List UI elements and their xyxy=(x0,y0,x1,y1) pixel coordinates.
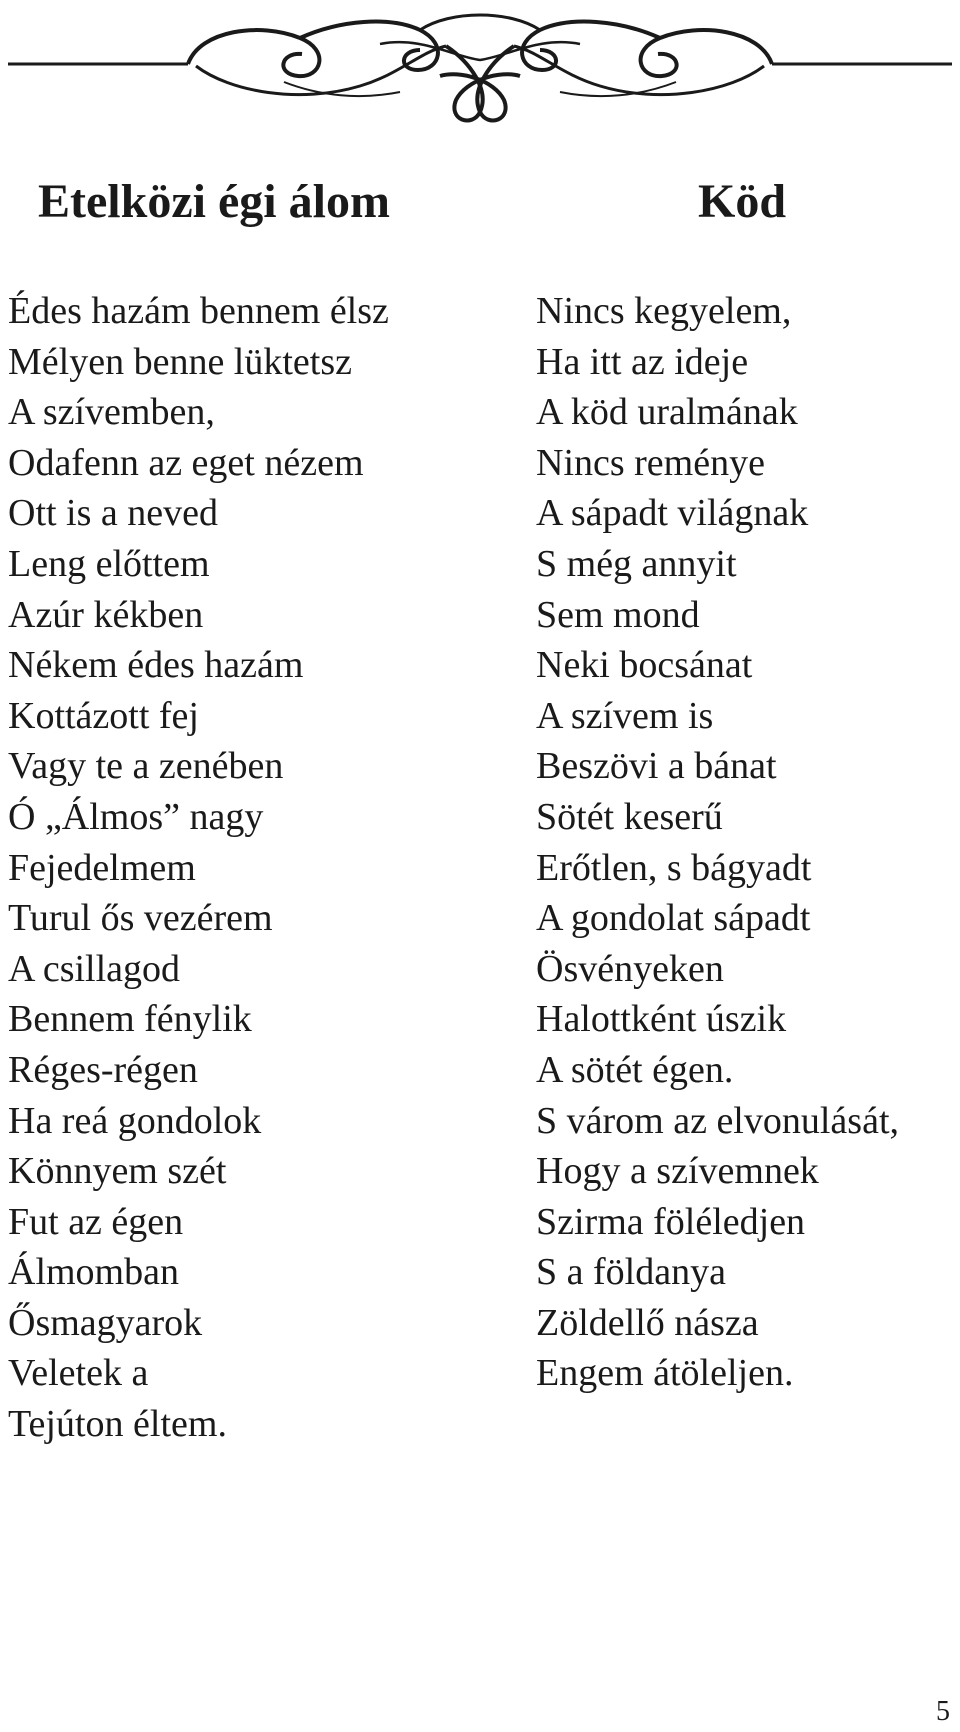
poem-line: A sápadt világnak xyxy=(536,492,809,535)
poem-line: Bennem fénylik xyxy=(8,998,252,1041)
poem-line: Fut az égen xyxy=(8,1200,184,1243)
poem-left-column xyxy=(8,170,478,1450)
poem-title: Etelközi égi álom xyxy=(38,175,390,228)
poem-line: Neki bocsánat xyxy=(536,644,753,687)
poem-line: Nékem édes hazám xyxy=(8,644,304,687)
poem-line: Nincs reménye xyxy=(536,441,765,484)
poem-line: A csillagod xyxy=(8,947,181,990)
poem-line: Ott is a neved xyxy=(8,492,219,535)
poem-line: Erőtlen, s bágyadt xyxy=(536,846,812,889)
poem-line: Ősmagyarok xyxy=(8,1301,203,1344)
poem-line: A szívem is xyxy=(536,694,714,737)
poem-line: Ha reá gondolok xyxy=(8,1099,262,1142)
poem-line: Zöldellő násza xyxy=(536,1301,759,1344)
poem-line: Engem átöleljen. xyxy=(536,1352,794,1395)
poem-line: Sem mond xyxy=(536,593,700,636)
decorative-flourish-ornament xyxy=(0,0,960,130)
poem-title: Köd xyxy=(698,175,787,228)
poem-line: Ha itt az ideje xyxy=(536,340,749,383)
poem-line: Tejúton éltem. xyxy=(8,1403,227,1446)
poem-line: Ó „Álmos” nagy xyxy=(8,795,264,838)
poem-lines xyxy=(536,286,960,1399)
poem-line: Nincs kegyelem, xyxy=(536,290,792,332)
poem-line: Odafenn az eget nézem xyxy=(8,441,364,484)
poem-line: A köd uralmának xyxy=(536,391,798,434)
poem-line: S a földanya xyxy=(536,1251,726,1294)
poem-line: A sötét égen. xyxy=(536,1048,734,1091)
page-number: 5 xyxy=(936,1696,950,1727)
poem-line: Szirma föléledjen xyxy=(536,1200,806,1243)
poem-line: Vagy te a zenében xyxy=(8,745,284,788)
poem-line: Ösvényeken xyxy=(536,947,724,990)
poem-line: Halottként úszik xyxy=(536,998,787,1041)
poem-line: A szívemben, xyxy=(8,391,215,434)
poem-line: S még annyit xyxy=(536,542,737,585)
poem-line: Sötét keserű xyxy=(536,795,723,838)
poem-line: Könnyem szét xyxy=(8,1150,227,1193)
poem-line: Veletek a xyxy=(8,1352,149,1395)
poem-line: A gondolat sápadt xyxy=(536,897,811,940)
poem-line: Turul ős vezérem xyxy=(8,897,273,940)
poem-line: Leng előttem xyxy=(8,542,210,585)
poem-line: Azúr kékben xyxy=(8,593,204,636)
poem-line: Fejedelmem xyxy=(8,846,196,889)
poem-line: Kottázott fej xyxy=(8,694,199,737)
poem-line: Hogy a szívemnek xyxy=(536,1150,819,1193)
poem-line: S várom az elvonulását, xyxy=(536,1099,900,1142)
poem-line: Mélyen benne lüktetsz xyxy=(8,340,353,383)
poem-line: Beszövi a bánat xyxy=(536,745,777,788)
poem-right-column xyxy=(536,170,960,1399)
poem-line: Álmomban xyxy=(8,1251,179,1294)
poem-lines xyxy=(8,286,478,1450)
poem-line: Réges-régen xyxy=(8,1048,198,1091)
poem-line: Édes hazám bennem élsz xyxy=(8,290,389,332)
